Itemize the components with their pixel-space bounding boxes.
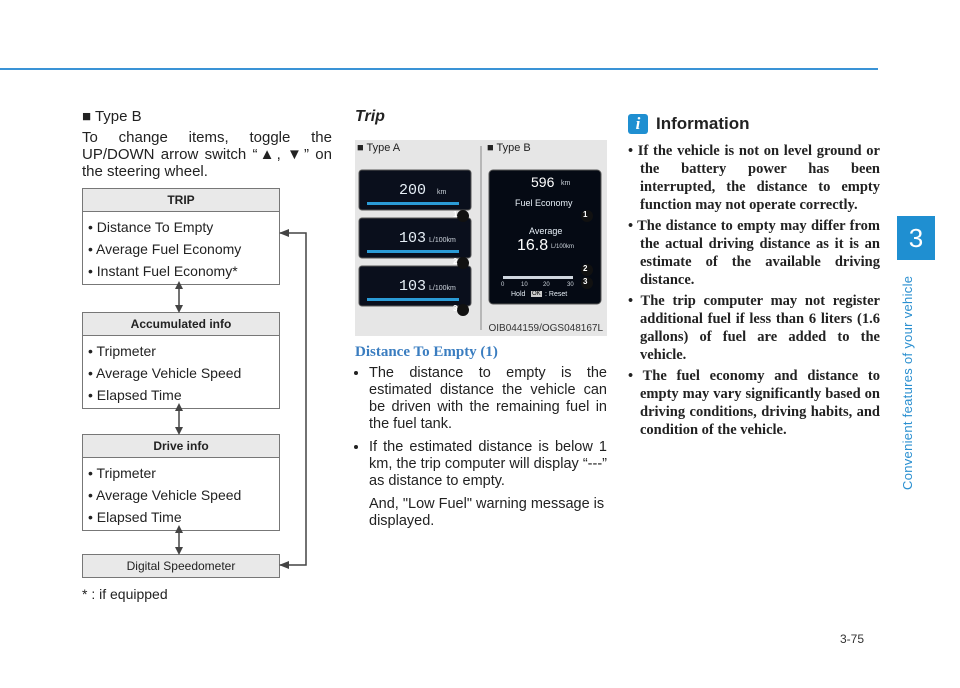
list-item: • Elapsed Time xyxy=(88,387,182,403)
marker-3: 3 xyxy=(583,277,588,286)
type-a-value-2: 103 xyxy=(399,230,427,247)
low-fuel-note: And, "Low Fuel" warning message is displayed. xyxy=(369,496,605,529)
scale-tick: 10 xyxy=(521,282,528,288)
type-a-label: ■ Type A xyxy=(357,142,401,154)
list-item: • The distance to empty may differ from the actual driving distance as it is an estimate of the available driving distance. xyxy=(628,218,880,288)
image-code: OIB044159/OGS048167L xyxy=(488,323,603,334)
footnote: * : if equipped xyxy=(82,586,168,602)
chapter-title: Convenient features of your vehicle xyxy=(900,275,915,490)
chapter-tab: 3 xyxy=(897,216,935,260)
type-b-label: ■ Type B xyxy=(487,142,531,154)
list-item: • Tripmeter xyxy=(88,343,156,359)
type-a-unit-3: L/100km xyxy=(429,285,456,292)
header-rule xyxy=(0,68,878,70)
type-a-unit-1: km xyxy=(437,189,447,196)
type-b-average-value: 16.8 xyxy=(517,237,549,254)
marker-2: 2 xyxy=(583,264,588,273)
list-item: • Elapsed Time xyxy=(88,509,182,525)
section-title: Trip xyxy=(355,108,385,125)
type-b-dte-unit: km xyxy=(561,180,571,187)
list-item: • If the estimated distance is below 1 km, the trip computer will display “---” as distance to empty. xyxy=(369,439,607,490)
box-title: Accumulated info xyxy=(83,313,279,336)
type-heading: ■ Type B xyxy=(82,108,142,125)
cluster-display-svg xyxy=(355,140,607,336)
scale-tick: 20 xyxy=(543,282,550,288)
marker-1: 1 xyxy=(583,210,588,219)
type-a-value-1: 200 xyxy=(399,182,427,199)
intro-text: To change items, toggle the UP/DOWN arrow switch “▲, ▼” on the steering wheel. xyxy=(82,129,332,180)
type-a-value-3: 103 xyxy=(399,278,427,295)
type-b-hold: Hold xyxy=(511,291,526,298)
list-item: • Average Vehicle Speed xyxy=(88,365,242,381)
marker-2: 2 xyxy=(453,257,458,266)
list-item: • The trip computer may not register additional fuel if less than 6 liters (1.6 gallons) of fuel are added to the vehicle. xyxy=(628,293,880,363)
left-column xyxy=(82,108,332,180)
information-box xyxy=(628,114,880,442)
list-item: • Average Vehicle Speed xyxy=(88,487,242,503)
type-a-unit-2: L/100km xyxy=(429,237,456,244)
page-number: 3-75 xyxy=(840,632,865,646)
list-item: • Tripmeter xyxy=(88,465,156,481)
type-b-ok: OK xyxy=(532,291,541,297)
list-item: • Distance To Empty xyxy=(88,219,214,235)
list-item: • If the vehicle is not on level ground or the battery power has been interrupted, the distance to empty function may not operate correctly. xyxy=(628,143,880,213)
type-b-dte-value: 596 xyxy=(531,174,555,190)
cluster-illustration xyxy=(355,140,607,336)
list-item: • Instant Fuel Economy* xyxy=(88,263,238,279)
list-item: • Average Fuel Economy xyxy=(88,241,242,257)
type-b-reset: : Reset xyxy=(545,291,568,298)
box-title: Digital Speedometer xyxy=(83,555,279,577)
scale-tick: 0 xyxy=(501,282,505,288)
distance-to-empty-heading: Distance To Empty (1) xyxy=(355,344,498,360)
flow-arrows xyxy=(82,188,322,588)
info-icon: i xyxy=(628,114,648,134)
information-heading: Information xyxy=(656,114,750,133)
type-b-average-unit: L/100km xyxy=(551,244,575,250)
list-item: • The fuel economy and distance to empty may vary significantly based on driving conditions, driving habits, and condition of the vehicle. xyxy=(628,368,880,438)
type-b-fuel-economy-label: Fuel Economy xyxy=(515,198,573,208)
scale-tick: 30 xyxy=(567,282,574,288)
middle-column xyxy=(355,108,607,530)
box-title: TRIP xyxy=(83,189,279,212)
list-item: • The distance to empty is the estimated distance the vehicle can be driven with the remaining fuel in the fuel tank. xyxy=(369,365,607,433)
marker-1: 1 xyxy=(453,210,458,219)
box-title: Drive info xyxy=(83,435,279,458)
type-b-average-label: Average xyxy=(529,226,563,236)
marker-3: 3 xyxy=(453,304,458,313)
